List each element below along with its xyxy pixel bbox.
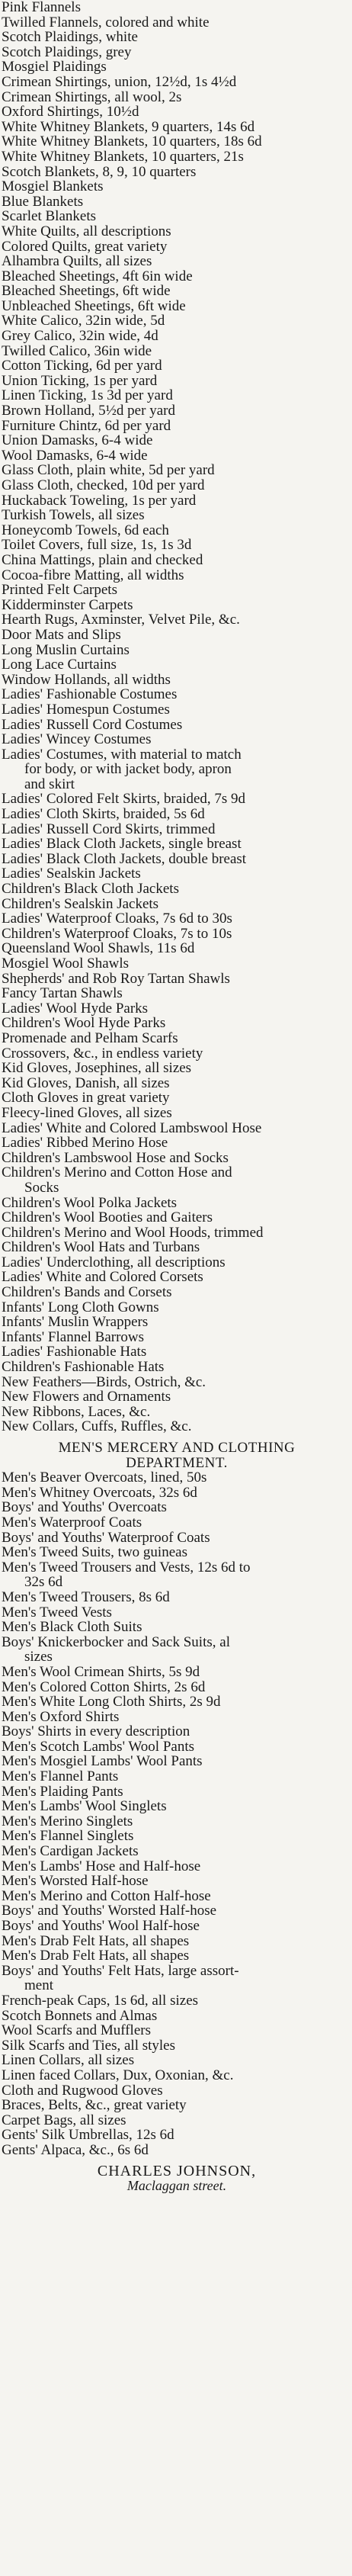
list-item: Men's Black Cloth Suits: [2, 1620, 142, 1635]
list-item: Ladies' Waterproof Cloaks, 7s 6d to 30s: [2, 911, 232, 927]
list-item: Queensland Wool Shawls, 11s 6d: [2, 941, 195, 956]
list-item: ment: [24, 1978, 53, 1993]
list-item: Cotton Ticking, 6d per yard: [2, 358, 162, 374]
list-item: Men's Tweed Trousers, 8s 6d: [2, 1589, 170, 1605]
list-item: Scotch Blankets, 8, 9, 10 quarters: [2, 164, 197, 180]
list-item: White Quilts, all descriptions: [2, 223, 171, 239]
list-item: Crimean Shirtings, all wool, 2s: [2, 89, 182, 105]
list-item: Boys' and Youths' Felt Hats, large assort-: [2, 1963, 239, 1979]
list-item: Men's Merino Singlets: [2, 1813, 133, 1829]
list-item: Hearth Rugs, Axminster, Velvet Pile, &c.: [2, 612, 240, 628]
list-item: Men's Worsted Half-hose: [2, 1874, 149, 1889]
list-item: Ladies' Russell Cord Costumes: [2, 717, 183, 733]
drapery-item-list: [2, 0, 352, 1434]
list-item: Ladies' Fashionable Hats: [2, 1344, 147, 1360]
list-item: Men's Colored Cotton Shirts, 2s 6d: [2, 1679, 206, 1695]
list-item: Twilled Flannels, colored and white: [2, 14, 210, 31]
list-item: Unbleached Sheetings, 6ft wide: [2, 298, 186, 314]
list-item: Wool Scarfs and Mufflers: [2, 2023, 151, 2038]
list-item: Shepherds' and Rob Roy Tartan Shawls: [2, 971, 230, 987]
list-item: Men's Wool Crimean Shirts, 5s 9d: [2, 1664, 200, 1680]
list-item: for body, or with jacket body, apron: [24, 762, 232, 777]
list-item: Ladies' Underclothing, all descriptions: [2, 1254, 226, 1270]
list-item: Men's Tweed Suits, two guineas: [2, 1545, 187, 1560]
list-item: Men's Tweed Trousers and Vests, 12s 6d to: [2, 1559, 251, 1575]
list-item: Braces, Belts, &c., great variety: [2, 2098, 187, 2113]
list-item: Linen Collars, all sizes: [2, 2053, 135, 2068]
list-item: Wool Damasks, 6-4 wide: [2, 448, 148, 464]
list-item: Boys' Knickerbocker and Sack Suits, al: [2, 1634, 230, 1650]
list-item: Socks: [24, 1180, 59, 1196]
list-item: Men's Cardigan Jackets: [2, 1844, 139, 1859]
list-item: Men's Scotch Lambs' Wool Pants: [2, 1739, 195, 1755]
list-item: Kidderminster Carpets: [2, 597, 133, 613]
list-item: Children's Wool Booties and Gaiters: [2, 1210, 213, 1225]
list-item: Men's Waterproof Coats: [2, 1514, 142, 1531]
list-item: Ladies' Sealskin Jackets: [2, 866, 141, 882]
list-item: Scotch Plaidings, grey: [2, 44, 132, 60]
list-item: New Flowers and Ornaments: [2, 1389, 171, 1405]
list-item: Men's Drab Felt Hats, all shapes: [2, 1948, 190, 1964]
list-item: Fancy Tartan Shawls: [2, 986, 123, 1001]
list-item: Brown Holland, 5½d per yard: [2, 403, 175, 419]
list-item: Infants' Flannel Barrows: [2, 1329, 145, 1345]
list-item: White Whitney Blankets, 10 quarters, 21s: [2, 149, 244, 165]
list-item: Kid Gloves, Danish, all sizes: [2, 1075, 170, 1091]
list-item: Union Ticking, 1s per yard: [2, 373, 158, 389]
list-item: Ladies' Black Cloth Jackets, double breast: [2, 851, 247, 867]
list-item: White Whitney Blankets, 9 quarters, 14s 6d: [2, 119, 255, 135]
list-item: Grey Calico, 32in wide, 4d: [2, 329, 158, 344]
list-item: Mosgiel Wool Shawls: [2, 956, 130, 972]
list-item: Ladies' Homespun Costumes: [2, 702, 170, 718]
list-item: Bleached Sheetings, 4ft 6in wide: [2, 268, 193, 284]
list-item: Boys' Shirts in every description: [2, 1724, 190, 1739]
merchant-name: CHARLES JOHNSON,: [97, 2162, 257, 2179]
list-item: Furniture Chintz, 6d per yard: [2, 418, 171, 434]
list-item: Ladies' Ribbed Merino Hose: [2, 1135, 168, 1151]
list-item: Linen Ticking, 1s 3d per yard: [2, 388, 173, 404]
list-item: Silk Scarfs and Ties, all styles: [2, 2038, 176, 2054]
list-item: Children's Sealskin Jackets: [2, 896, 159, 912]
list-item: Ladies' Fashionable Costumes: [2, 687, 178, 702]
list-item: Men's Flannel Singlets: [2, 1829, 134, 1845]
section-subtitle: DEPARTMENT.: [126, 1454, 228, 1471]
list-item: Boys' and Youths' Overcoats: [2, 1500, 167, 1515]
list-item: New Ribbons, Laces, &c.: [2, 1404, 151, 1420]
list-item: Children's Wool Hats and Turbans: [2, 1240, 200, 1255]
list-item: 32s 6d: [24, 1575, 63, 1590]
list-item: Children's Wool Polka Jackets: [2, 1195, 178, 1211]
list-item: Children's Waterproof Cloaks, 7s to 10s: [2, 926, 232, 942]
list-item: Door Mats and Slips: [2, 627, 121, 643]
list-item: sizes: [24, 1649, 53, 1665]
list-item: Oxford Shirtings, 10½d: [2, 104, 139, 120]
list-item: Children's Fashionable Hats: [2, 1360, 165, 1375]
list-item: Cocoa-fibre Matting, all widths: [2, 567, 184, 583]
list-item: Boys' and Youths' Worsted Half-hose: [2, 1903, 217, 1919]
list-item: Ladies' Wool Hyde Parks: [2, 1001, 149, 1017]
list-item: Glass Cloth, plain white, 5d per yard: [2, 463, 215, 478]
list-item: Men's White Long Cloth Shirts, 2s 9d: [2, 1694, 221, 1710]
list-item: Scotch Bonnets and Almas: [2, 2008, 158, 2024]
list-item: Twilled Calico, 36in wide: [2, 343, 152, 359]
list-item: Ladies' Black Cloth Jackets, single breast: [2, 837, 242, 852]
list-item: Men's Mosgiel Lambs' Wool Pants: [2, 1754, 203, 1770]
list-item: Men's Whitney Overcoats, 32s 6d: [2, 1485, 197, 1501]
list-item: Scotch Plaidings, white: [2, 30, 138, 45]
list-item: Men's Plaiding Pants: [2, 1784, 123, 1800]
list-item: Men's Beaver Overcoats, lined, 50s: [2, 1470, 207, 1486]
list-item: Children's Lambswool Hose and Socks: [2, 1150, 229, 1166]
list-item: Men's Lambs' Wool Singlets: [2, 1799, 167, 1814]
list-item: Gents' Silk Umbrellas, 12s 6d: [2, 2128, 174, 2143]
list-item: Children's Merino and Cotton Hose and: [2, 1165, 232, 1180]
list-item: Mosgiel Plaidings: [2, 59, 107, 75]
list-item: Toilet Covers, full size, 1s, 1s 3d: [2, 538, 192, 553]
list-item: Ladies' Wincey Costumes: [2, 732, 152, 747]
list-item: Men's Merino and Cotton Half-hose: [2, 1888, 211, 1904]
list-item: Huckaback Toweling, 1s per yard: [2, 493, 197, 509]
list-item: White Calico, 32in wide, 5d: [2, 313, 165, 329]
merchant-address: Maclaggan street.: [126, 2178, 227, 2194]
section-title: MEN'S MERCERY AND CLOTHING: [58, 1440, 296, 1456]
list-item: Gents' Alpaca, &c., 6s 6d: [2, 2142, 149, 2158]
list-item: Infants' Long Cloth Gowns: [2, 1299, 159, 1315]
list-item: Crimean Shirtings, union, 12½d, 1s 4½d: [2, 74, 237, 90]
list-item: New Feathers—Birds, Ostrich, &c.: [2, 1374, 206, 1390]
list-item: Blue Blankets: [2, 194, 84, 210]
list-item: White Whitney Blankets, 10 quarters, 18s 6d: [2, 134, 262, 149]
list-item: Ladies' Colored Felt Skirts, braided, 7s 9d: [2, 792, 246, 808]
list-item: Men's Lambs' Hose and Half-hose: [2, 1858, 201, 1874]
list-item: Glass Cloth, checked, 10d per yard: [2, 478, 205, 493]
list-item: Mosgiel Blankets: [2, 179, 104, 194]
list-item: Children's Black Cloth Jackets: [2, 882, 179, 897]
list-item: Turkish Towels, all sizes: [2, 508, 145, 523]
list-item: Carpet Bags, all sizes: [2, 2112, 126, 2128]
list-item: Printed Felt Carpets: [2, 583, 117, 598]
list-item: Infants' Muslin Wrappers: [2, 1315, 149, 1330]
list-item: Window Hollands, all widths: [2, 672, 171, 688]
list-item: Scarlet Blankets: [2, 209, 96, 224]
list-item: Kid Gloves, Josephines, all sizes: [2, 1061, 192, 1076]
list-item: Men's Tweed Vests: [2, 1604, 112, 1620]
list-item: Linen faced Collars, Dux, Oxonian, &c.: [2, 2067, 234, 2083]
list-item: Ladies' White and Colored Lambswool Hose: [2, 1120, 262, 1136]
list-item: Union Damasks, 6-4 wide: [2, 433, 153, 448]
list-item: Fleecy-lined Gloves, all sizes: [2, 1105, 172, 1121]
mens-item-list: [2, 1470, 352, 2157]
list-item: Alhambra Quilts, all sizes: [2, 254, 152, 269]
list-item: Long Muslin Curtains: [2, 642, 130, 658]
list-item: Ladies' Cloth Skirts, braided, 5s 6d: [2, 807, 205, 822]
list-item: Children's Bands and Corsets: [2, 1285, 172, 1300]
list-item: French-peak Caps, 1s 6d, all sizes: [2, 1993, 199, 2009]
list-item: Men's Oxford Shirts: [2, 1709, 120, 1725]
list-item: Pink Flannels: [2, 0, 81, 15]
list-item: and skirt: [24, 776, 75, 792]
list-item: Promenade and Pelham Scarfs: [2, 1030, 178, 1046]
list-item: Cloth and Rugwood Gloves: [2, 2083, 163, 2099]
list-item: Crossovers, &c., in endless variety: [2, 1045, 203, 1062]
list-item: New Collars, Cuffs, Ruffles, &c.: [2, 1419, 192, 1434]
list-item: Men's Flannel Pants: [2, 1769, 119, 1784]
list-item: Honeycomb Towels, 6d each: [2, 522, 169, 538]
list-item: Ladies' Russell Cord Skirts, trimmed: [2, 821, 216, 837]
list-item: Colored Quilts, great variety: [2, 239, 168, 255]
list-item: Cloth Gloves in great variety: [2, 1090, 170, 1106]
list-item: Long Lace Curtains: [2, 657, 117, 673]
list-item: Ladies' White and Colored Corsets: [2, 1270, 203, 1286]
list-item: China Mattings, plain and checked: [2, 552, 203, 568]
list-item: Children's Wool Hyde Parks: [2, 1016, 166, 1031]
list-item: Men's Drab Felt Hats, all shapes: [2, 1933, 190, 1949]
list-item: Boys' and Youths' Wool Half-hose: [2, 1919, 200, 1934]
list-item: Children's Merino and Wool Hoods, trimmed: [2, 1225, 264, 1241]
list-item: Bleached Sheetings, 6ft wide: [2, 284, 171, 299]
list-item: Boys' and Youths' Waterproof Coats: [2, 1530, 210, 1546]
list-item: Ladies' Costumes, with material to match: [2, 747, 242, 763]
